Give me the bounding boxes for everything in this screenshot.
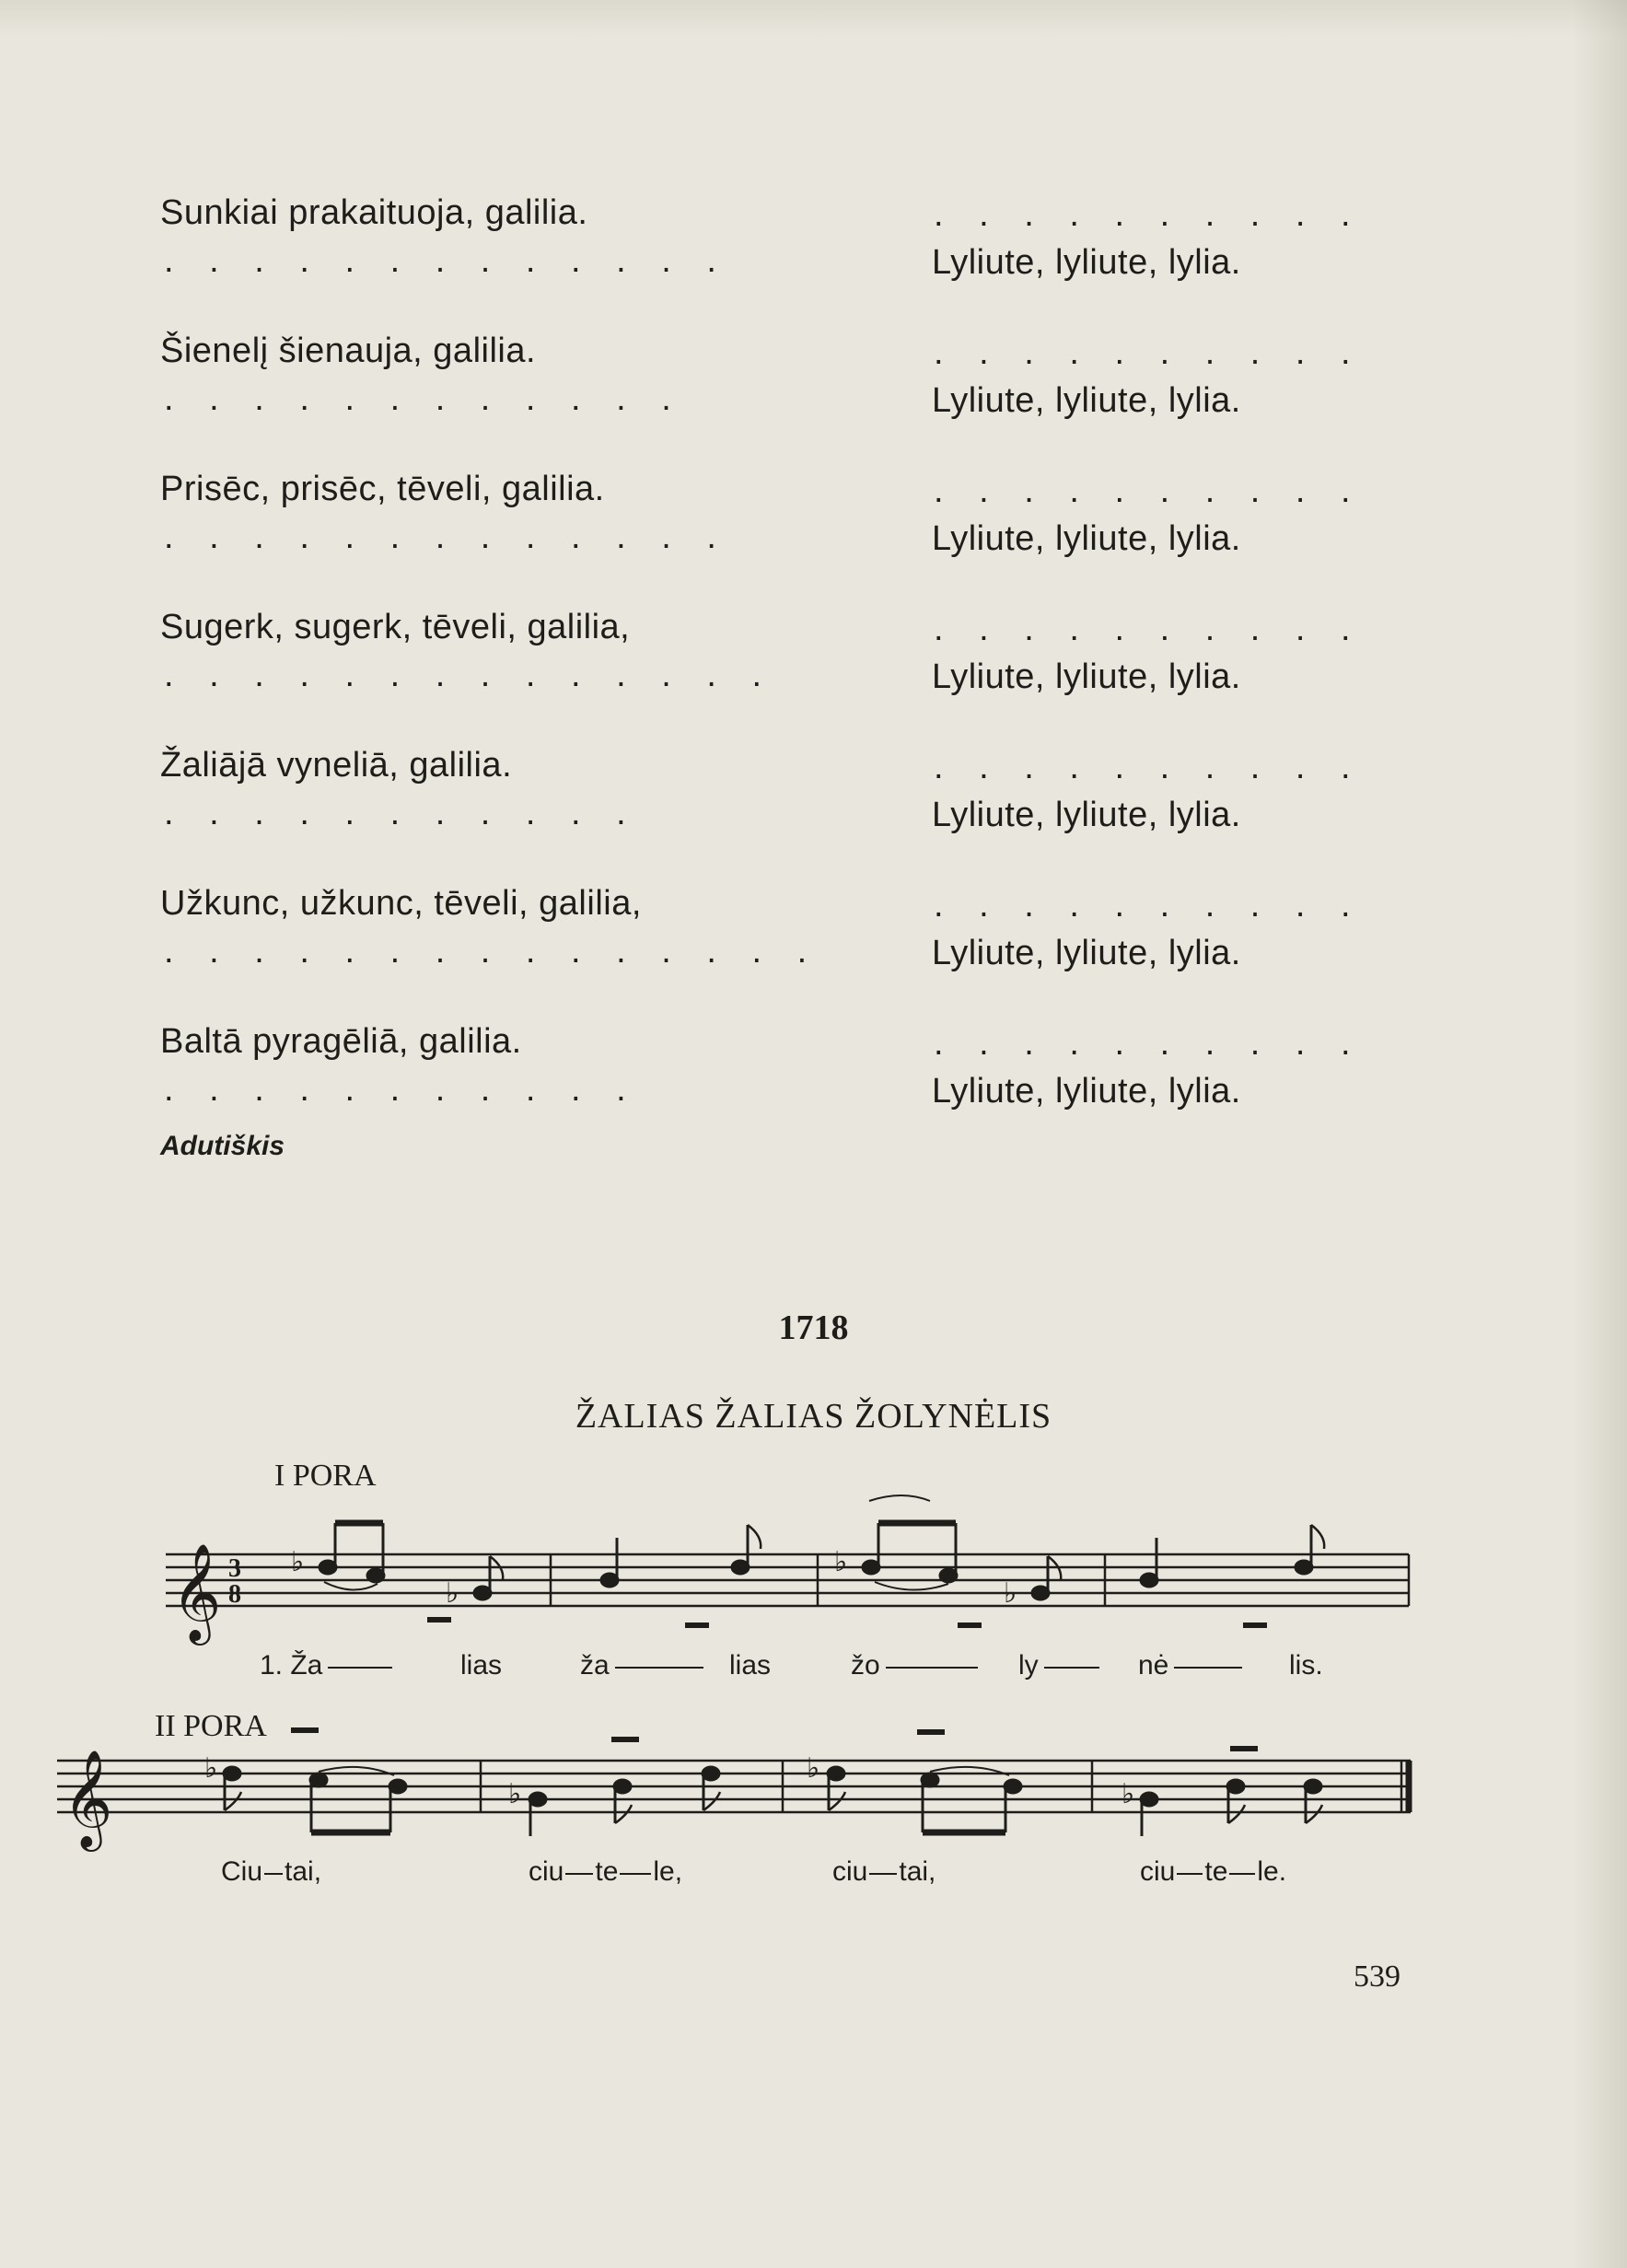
lyric-syllable: lias	[460, 1650, 503, 1681]
verse-line: Šienelį šienauja, galilia.	[160, 331, 537, 370]
refrain-line: Lyliute, lyliute, lylia.	[932, 519, 1241, 558]
lyric-syllable: nė	[1138, 1650, 1248, 1681]
treble-clef-icon: 𝄞	[63, 1749, 113, 1847]
verse-dots-left: . . . . . . . . . . . . .	[164, 241, 729, 280]
verse-dots-left: . . . . . . . . . . .	[164, 794, 639, 832]
verse-dots-left: . . . . . . . . . . . .	[164, 379, 684, 418]
lyric-syllable: 1. Ža	[260, 1650, 398, 1681]
part2-label: II PORA	[155, 1709, 267, 1743]
verse-dots-right: . . . . . . . . . .	[934, 195, 1364, 234]
lyric-syllable: žo	[851, 1650, 983, 1681]
svg-text:♭: ♭	[446, 1577, 459, 1610]
refrain-line: Lyliute, lyliute, lylia.	[932, 796, 1241, 834]
lyric-syllable: lias	[729, 1650, 772, 1681]
lyric-syllable: lis.	[1289, 1650, 1323, 1681]
rest-mark	[291, 1727, 319, 1733]
treble-clef-icon: 𝄞	[171, 1542, 222, 1641]
verse-dots-right: . . . . . . . . . .	[934, 610, 1364, 648]
lyric-syllable: ža	[580, 1650, 709, 1681]
verse-dots-right: . . . . . . . . . .	[934, 886, 1364, 925]
verse-line: Sunkiai prakaituoja, galilia.	[160, 193, 588, 232]
verse-dots-left: . . . . . . . . . . . . .	[164, 518, 729, 556]
verse-dots-left: . . . . . . . . . . . . . . .	[164, 932, 820, 971]
source-location: Adutiškis	[160, 1131, 285, 1161]
refrain-line: Lyliute, lyliute, lylia.	[932, 381, 1241, 420]
song-number: 1718	[778, 1308, 849, 1347]
refrain-line: Lyliute, lyliute, lylia.	[932, 934, 1241, 972]
verse-dots-right: . . . . . . . . . .	[934, 333, 1364, 372]
verse-line: Užkunc, užkunc, tēveli, galilia,	[160, 884, 642, 923]
verse-dots-right: . . . . . . . . . .	[934, 748, 1364, 786]
svg-text:♭: ♭	[291, 1546, 305, 1578]
verse-line: Baltā pyragēliā, galilia.	[160, 1022, 522, 1061]
refrain-line: Lyliute, lyliute, lylia.	[932, 657, 1241, 696]
song-title: ŽALIAS ŽALIAS ŽOLYNĖLIS	[575, 1397, 1052, 1436]
svg-text:♭: ♭	[1004, 1577, 1017, 1610]
verse-dots-right: . . . . . . . . . .	[934, 471, 1364, 510]
verse-line: Prisēc, prisēc, tēveli, galilia.	[160, 470, 605, 508]
lyric-syllable: Ciu tai,	[221, 1856, 322, 1887]
part1-label: I PORA	[274, 1459, 377, 1493]
lyric-syllable: ciu te le,	[529, 1856, 683, 1887]
verse-line: Sugerk, sugerk, tēveli, galilia,	[160, 608, 631, 646]
page-number: 539	[1354, 1960, 1400, 1994]
lyric-syllable: ly	[1018, 1650, 1105, 1681]
time-signature-top: 3	[228, 1554, 241, 1583]
verse-line: Žaliājā vyneliā, galilia.	[160, 746, 513, 785]
svg-text:♭: ♭	[1121, 1778, 1135, 1810]
lyric-syllable: ciu te le.	[1140, 1856, 1287, 1887]
refrain-line: Lyliute, lyliute, lylia.	[932, 243, 1241, 282]
verse-dots-left: . . . . . . . . . . .	[164, 1070, 639, 1109]
svg-text:♭: ♭	[807, 1752, 820, 1785]
svg-text:♭: ♭	[834, 1546, 848, 1578]
refrain-line: Lyliute, lyliute, lylia.	[932, 1072, 1241, 1111]
svg-text:♭: ♭	[508, 1778, 522, 1810]
lyric-syllable: ciu tai,	[832, 1856, 936, 1887]
time-signature-bottom: 8	[228, 1580, 241, 1609]
verse-dots-right: . . . . . . . . . .	[934, 1024, 1364, 1063]
verse-dots-left: . . . . . . . . . . . . . .	[164, 656, 775, 694]
svg-text:♭: ♭	[204, 1752, 218, 1785]
